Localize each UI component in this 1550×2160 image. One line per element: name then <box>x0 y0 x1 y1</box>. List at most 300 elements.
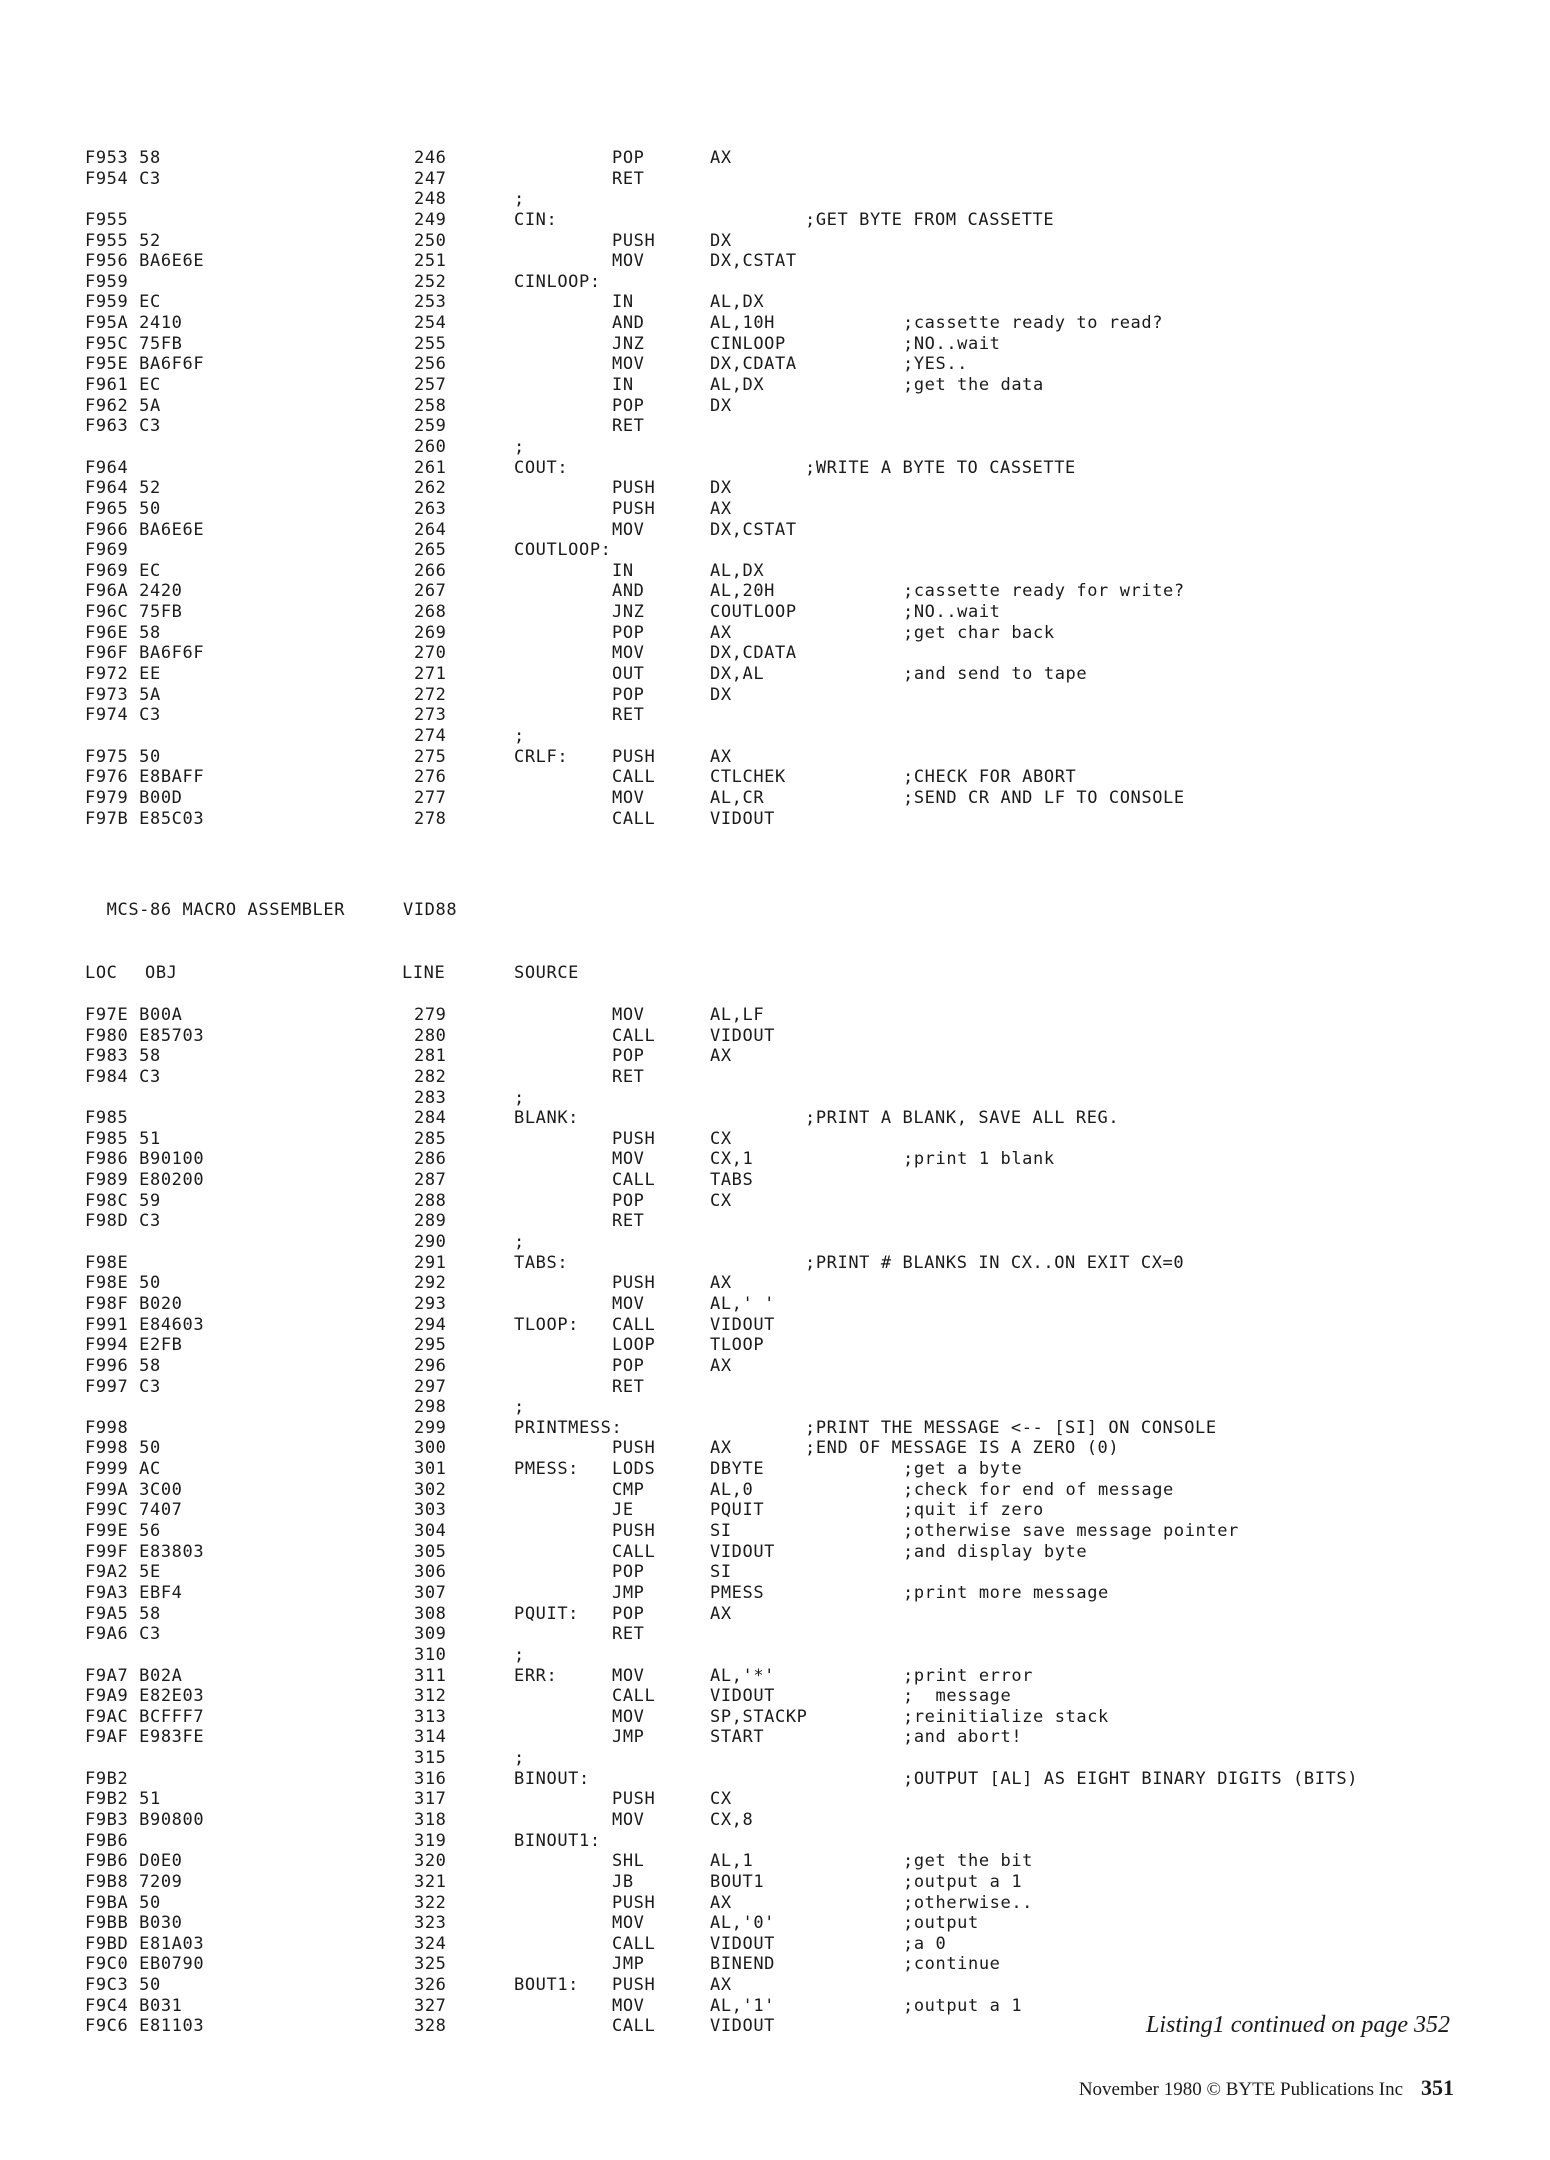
code-line <box>0 1191 1550 1212</box>
source-label: PRINTMESS: <box>514 1417 623 1438</box>
source-label: ; <box>514 1087 525 1108</box>
code-line <box>0 1727 1550 1748</box>
comment: ;get the bit <box>903 1851 1034 1872</box>
operand: CX <box>710 1190 732 1211</box>
loc-obj: F98D C3 <box>85 1211 161 1232</box>
comment: ;print more message <box>903 1582 1109 1603</box>
code-line <box>0 1356 1550 1377</box>
line-number: 302 <box>414 1479 447 1500</box>
comment: ;CHECK FOR ABORT <box>903 767 1077 788</box>
code-line <box>0 375 1550 396</box>
source-label: PMESS: <box>514 1459 580 1480</box>
comment: ;output a 1 <box>903 1871 1023 1892</box>
code-line <box>0 1666 1550 1687</box>
loc-obj: F98E <box>85 1252 129 1273</box>
code-line <box>0 231 1550 252</box>
code-line <box>0 251 1550 272</box>
code-line <box>0 1253 1550 1274</box>
code-line <box>0 1872 1550 1893</box>
line-number: 309 <box>414 1624 447 1645</box>
source-label: ; <box>514 1232 525 1253</box>
line-number: 266 <box>414 560 447 581</box>
mnemonic: MOV <box>612 1149 645 1170</box>
line-number: 264 <box>414 519 447 540</box>
operand: VIDOUT <box>710 1933 776 1954</box>
mnemonic: JNZ <box>612 602 645 623</box>
operand: BOUT1 <box>710 1871 765 1892</box>
mnemonic: OUT <box>612 664 645 685</box>
code-line <box>0 1851 1550 1872</box>
code-line <box>0 1954 1550 1975</box>
code-line <box>0 1583 1550 1604</box>
operand: CX,8 <box>710 1809 754 1830</box>
line-number: 249 <box>414 209 447 230</box>
code-line <box>0 499 1550 520</box>
loc-obj: F998 50 <box>85 1438 161 1459</box>
loc-obj: F989 E80200 <box>85 1170 205 1191</box>
loc-obj: F965 50 <box>85 498 161 519</box>
mnemonic: IN <box>612 375 634 396</box>
line-number: 295 <box>414 1335 447 1356</box>
line-number: 304 <box>414 1521 447 1542</box>
loc-obj: F9BB B030 <box>85 1913 183 1934</box>
line-number: 290 <box>414 1232 447 1253</box>
operand: TLOOP <box>710 1335 765 1356</box>
mnemonic: POP <box>612 1603 645 1624</box>
comment: ;output a 1 <box>903 1995 1023 2016</box>
operand: AL,20H <box>710 581 776 602</box>
source-label: BLANK: <box>514 1108 580 1129</box>
mnemonic: JMP <box>612 1582 645 1603</box>
operand: CINLOOP <box>710 333 786 354</box>
page-footer <box>1079 2075 1454 2101</box>
loc-obj: F959 EC <box>85 292 161 313</box>
mnemonic: CALL <box>612 1025 656 1046</box>
line-number: 248 <box>414 189 447 210</box>
source-label: ; <box>514 725 525 746</box>
line-number: 292 <box>414 1273 447 1294</box>
loc-obj: F9A5 58 <box>85 1603 161 1624</box>
loc-obj: F99E 56 <box>85 1521 161 1542</box>
line-number: 311 <box>414 1665 447 1686</box>
code-line <box>0 1707 1550 1728</box>
line-number: 289 <box>414 1211 447 1232</box>
mnemonic: POP <box>612 1355 645 1376</box>
mnemonic: PUSH <box>612 1521 656 1542</box>
code-line <box>0 1810 1550 1831</box>
col-source: SOURCE <box>514 963 580 983</box>
mnemonic: MOV <box>612 519 645 540</box>
loc-obj: F954 C3 <box>85 168 161 189</box>
loc-obj: F98E 50 <box>85 1273 161 1294</box>
code-line <box>0 313 1550 334</box>
loc-obj: F956 BA6E6E <box>85 251 205 272</box>
comment: ;check for end of message <box>903 1479 1174 1500</box>
line-number: 286 <box>414 1149 447 1170</box>
operand: CTLCHEK <box>710 767 786 788</box>
code-line <box>0 685 1550 706</box>
code-line <box>0 1273 1550 1294</box>
operand: DX,CSTAT <box>710 519 797 540</box>
mnemonic: MOV <box>612 1293 645 1314</box>
code-line <box>0 1748 1550 1769</box>
code-line <box>0 354 1550 375</box>
code-line <box>0 1459 1550 1480</box>
line-number: 255 <box>414 333 447 354</box>
mnemonic: JMP <box>612 1727 645 1748</box>
mnemonic: CALL <box>612 767 656 788</box>
line-number: 287 <box>414 1170 447 1191</box>
line-number: 279 <box>414 1005 447 1025</box>
code-line <box>0 767 1550 788</box>
comment: ;get char back <box>903 622 1055 643</box>
line-number: 263 <box>414 498 447 519</box>
code-line <box>0 1211 1550 1232</box>
code-line <box>0 1624 1550 1645</box>
line-number: 246 <box>414 148 447 168</box>
loc-obj: F9C3 50 <box>85 1975 161 1996</box>
code-line <box>0 540 1550 561</box>
operand: SI <box>710 1562 732 1583</box>
line-number: 280 <box>414 1025 447 1046</box>
code-line <box>0 1335 1550 1356</box>
loc-obj: F9A7 B02A <box>85 1665 183 1686</box>
line-number: 298 <box>414 1397 447 1418</box>
line-number: 284 <box>414 1108 447 1129</box>
line-number: 293 <box>414 1293 447 1314</box>
comment: ;SEND CR AND LF TO CONSOLE <box>903 787 1185 808</box>
loc-obj: F998 <box>85 1417 129 1438</box>
loc-obj: F962 5A <box>85 395 161 416</box>
listing-block-bottom <box>0 1005 1550 2037</box>
comment: ;otherwise.. <box>903 1892 1034 1913</box>
loc-obj: F972 EE <box>85 664 161 685</box>
loc-obj: F9B6 D0E0 <box>85 1851 183 1872</box>
comment: ;OUTPUT [AL] AS EIGHT BINARY DIGITS (BITS) <box>903 1768 1359 1789</box>
mnemonic: PUSH <box>612 1438 656 1459</box>
operand: AL,' ' <box>710 1293 776 1314</box>
loc-obj: F961 EC <box>85 375 161 396</box>
line-number: 291 <box>414 1252 447 1273</box>
loc-obj: F983 58 <box>85 1046 161 1067</box>
comment: ;get a byte <box>903 1459 1023 1480</box>
comment: ;quit if zero <box>903 1500 1044 1521</box>
mnemonic: PUSH <box>612 746 656 767</box>
code-line <box>0 396 1550 417</box>
mnemonic: MOV <box>612 787 645 808</box>
line-number: 270 <box>414 643 447 664</box>
mnemonic: CALL <box>612 1314 656 1335</box>
operand: AL,'1' <box>710 1995 776 2016</box>
source-label: CRLF: <box>514 746 569 767</box>
loc-obj: F963 C3 <box>85 416 161 437</box>
mnemonic: PUSH <box>612 498 656 519</box>
code-line <box>0 1645 1550 1666</box>
operand: AX <box>710 622 732 643</box>
line-number: 256 <box>414 354 447 375</box>
line-number: 267 <box>414 581 447 602</box>
code-line <box>0 788 1550 809</box>
code-line <box>0 1542 1550 1563</box>
mnemonic: CMP <box>612 1479 645 1500</box>
loc-obj: F98F B020 <box>85 1293 183 1314</box>
loc-obj: F97E B00A <box>85 1005 183 1025</box>
loc-obj: F9A6 C3 <box>85 1624 161 1645</box>
code-line <box>0 1604 1550 1625</box>
mnemonic: IN <box>612 292 634 313</box>
line-number: 277 <box>414 787 447 808</box>
comment: ;PRINT A BLANK, SAVE ALL REG. <box>805 1108 1120 1129</box>
loc-obj: F97B E85C03 <box>85 808 205 829</box>
loc-obj: F994 E2FB <box>85 1335 183 1356</box>
line-number: 281 <box>414 1046 447 1067</box>
loc-obj: F996 58 <box>85 1355 161 1376</box>
operand: CX <box>710 1128 732 1149</box>
mnemonic: LODS <box>612 1459 656 1480</box>
line-number: 315 <box>414 1748 447 1769</box>
loc-obj: F9C4 B031 <box>85 1995 183 2016</box>
line-number: 328 <box>414 2016 447 2037</box>
operand: AX <box>710 1892 732 1913</box>
loc-obj: F969 <box>85 540 129 561</box>
loc-obj: F969 EC <box>85 560 161 581</box>
mnemonic: AND <box>612 581 645 602</box>
code-line <box>0 1769 1550 1790</box>
comment: ;cassette ready for write? <box>903 581 1185 602</box>
loc-obj: F976 E8BAFF <box>85 767 205 788</box>
comment: ;PRINT THE MESSAGE <-- [SI] ON CONSOLE <box>805 1417 1217 1438</box>
comment: ;and abort! <box>903 1727 1023 1748</box>
source-label: COUTLOOP: <box>514 540 612 561</box>
mnemonic: PUSH <box>612 478 656 499</box>
line-number: 273 <box>414 705 447 726</box>
operand: VIDOUT <box>710 1541 776 1562</box>
mnemonic: PUSH <box>612 1975 656 1996</box>
mnemonic: RET <box>612 1066 645 1087</box>
mnemonic: CALL <box>612 808 656 829</box>
code-line <box>0 1026 1550 1047</box>
line-number: 325 <box>414 1954 447 1975</box>
line-number: 260 <box>414 436 447 457</box>
line-number: 274 <box>414 725 447 746</box>
code-line <box>0 664 1550 685</box>
operand: DBYTE <box>710 1459 765 1480</box>
loc-obj: F99C 7407 <box>85 1500 183 1521</box>
source-label: BINOUT1: <box>514 1830 601 1851</box>
line-number: 247 <box>414 168 447 189</box>
source-label: ; <box>514 1644 525 1665</box>
operand: PMESS <box>710 1582 765 1603</box>
mnemonic: POP <box>612 684 645 705</box>
loc-obj: F96F BA6F6F <box>85 643 205 664</box>
mnemonic: POP <box>612 622 645 643</box>
comment: ;cassette ready to read? <box>903 313 1164 334</box>
code-line <box>0 623 1550 644</box>
code-line <box>0 726 1550 747</box>
code-line <box>0 1232 1550 1253</box>
source-label: ; <box>514 1748 525 1769</box>
code-line <box>0 1913 1550 1934</box>
loc-obj: F986 B90100 <box>85 1149 205 1170</box>
code-line <box>0 1088 1550 1109</box>
comment: ;output <box>903 1913 979 1934</box>
mnemonic: RET <box>612 705 645 726</box>
comment: ;END OF MESSAGE IS A ZERO (0) <box>805 1438 1120 1459</box>
loc-obj: F9B3 B90800 <box>85 1809 205 1830</box>
loc-obj: F9BD E81A03 <box>85 1933 205 1954</box>
line-number: 303 <box>414 1500 447 1521</box>
comment: ;print error <box>903 1665 1034 1686</box>
code-line <box>0 169 1550 190</box>
mnemonic: POP <box>612 148 645 168</box>
line-number: 321 <box>414 1871 447 1892</box>
col-loc: LOC <box>85 963 118 983</box>
line-number: 310 <box>414 1644 447 1665</box>
mnemonic: RET <box>612 1624 645 1645</box>
code-line <box>0 561 1550 582</box>
line-number: 297 <box>414 1376 447 1397</box>
line-number: 314 <box>414 1727 447 1748</box>
operand: DX <box>710 684 732 705</box>
loc-obj: F9C0 EB0790 <box>85 1954 205 1975</box>
line-number: 253 <box>414 292 447 313</box>
comment: ;reinitialize stack <box>903 1706 1109 1727</box>
mnemonic: MOV <box>612 354 645 375</box>
mnemonic: CALL <box>612 1170 656 1191</box>
comment: ;NO..wait <box>903 602 1001 623</box>
mnemonic: MOV <box>612 1706 645 1727</box>
operand: VIDOUT <box>710 1686 776 1707</box>
loc-obj: F95C 75FB <box>85 333 183 354</box>
mnemonic: JMP <box>612 1954 645 1975</box>
loc-obj: F997 C3 <box>85 1376 161 1397</box>
code-line <box>0 705 1550 726</box>
code-line <box>0 1294 1550 1315</box>
operand: DX <box>710 395 732 416</box>
line-number: 258 <box>414 395 447 416</box>
line-number: 251 <box>414 251 447 272</box>
operand: VIDOUT <box>710 1314 776 1335</box>
operand: DX,CDATA <box>710 354 797 375</box>
line-number: 257 <box>414 375 447 396</box>
assembler-name: MCS-86 MACRO ASSEMBLER <box>106 900 346 920</box>
comment: ;YES.. <box>903 354 969 375</box>
operand: SI <box>710 1521 732 1542</box>
line-number: 320 <box>414 1851 447 1872</box>
line-number: 275 <box>414 746 447 767</box>
code-line <box>0 747 1550 768</box>
code-line <box>0 437 1550 458</box>
code-line <box>0 1975 1550 1996</box>
operand: CX <box>710 1789 732 1810</box>
mnemonic: RET <box>612 168 645 189</box>
mnemonic: MOV <box>612 1665 645 1686</box>
operand: AL,DX <box>710 560 765 581</box>
loc-obj: F95E BA6F6F <box>85 354 205 375</box>
loc-obj: F96E 58 <box>85 622 161 643</box>
line-number: 322 <box>414 1892 447 1913</box>
source-label: COUT: <box>514 457 569 478</box>
code-line <box>0 292 1550 313</box>
loc-obj: F974 C3 <box>85 705 161 726</box>
comment: ;and send to tape <box>903 664 1088 685</box>
code-line <box>0 1562 1550 1583</box>
line-number: 250 <box>414 230 447 251</box>
mnemonic: RET <box>612 416 645 437</box>
comment: ;a 0 <box>903 1933 947 1954</box>
operand: BINEND <box>710 1954 776 1975</box>
code-line <box>0 1170 1550 1191</box>
line-number: 252 <box>414 271 447 292</box>
loc-obj: F999 AC <box>85 1459 161 1480</box>
assembler-header <box>85 880 458 920</box>
comment: ;and display byte <box>903 1541 1088 1562</box>
mnemonic: JE <box>612 1500 634 1521</box>
mnemonic: CALL <box>612 1686 656 1707</box>
code-line <box>0 478 1550 499</box>
loc-obj: F98C 59 <box>85 1190 161 1211</box>
line-number: 271 <box>414 664 447 685</box>
line-number: 294 <box>414 1314 447 1335</box>
operand: VIDOUT <box>710 808 776 829</box>
mnemonic: PUSH <box>612 1789 656 1810</box>
line-number: 296 <box>414 1355 447 1376</box>
line-number: 272 <box>414 684 447 705</box>
line-number: 319 <box>414 1830 447 1851</box>
comment: ;get the data <box>903 375 1044 396</box>
line-number: 299 <box>414 1417 447 1438</box>
operand: AX <box>710 1603 732 1624</box>
source-label: BOUT1: <box>514 1975 580 1996</box>
loc-obj: F9B2 <box>85 1768 129 1789</box>
mnemonic: MOV <box>612 1913 645 1934</box>
line-number: 276 <box>414 767 447 788</box>
line-number: 312 <box>414 1686 447 1707</box>
code-line <box>0 148 1550 169</box>
line-number: 318 <box>414 1809 447 1830</box>
footer-text: November 1980 © BYTE Publications Inc <box>1078 2079 1403 2100</box>
operand: AL,1 <box>710 1851 754 1872</box>
line-number: 285 <box>414 1128 447 1149</box>
loc-obj: F984 C3 <box>85 1066 161 1087</box>
code-line <box>0 1831 1550 1852</box>
loc-obj: F955 52 <box>85 230 161 251</box>
loc-obj: F975 50 <box>85 746 161 767</box>
operand: DX,CSTAT <box>710 251 797 272</box>
operand: TABS <box>710 1170 754 1191</box>
loc-obj: F9B2 51 <box>85 1789 161 1810</box>
source-label: ; <box>514 436 525 457</box>
code-line <box>0 809 1550 830</box>
loc-obj: F985 51 <box>85 1128 161 1149</box>
operand: AX <box>710 1438 732 1459</box>
mnemonic: PUSH <box>612 230 656 251</box>
code-line <box>0 1500 1550 1521</box>
comment: ;PRINT # BLANKS IN CX..ON EXIT CX=0 <box>805 1252 1185 1273</box>
loc-obj: F985 <box>85 1108 129 1129</box>
line-number: 259 <box>414 416 447 437</box>
comment: ; message <box>903 1686 1012 1707</box>
source-label: ERR: <box>514 1665 558 1686</box>
source-label: TLOOP: <box>514 1314 580 1335</box>
mnemonic: PUSH <box>612 1892 656 1913</box>
line-number: 262 <box>414 478 447 499</box>
mnemonic: AND <box>612 313 645 334</box>
line-number: 308 <box>414 1603 447 1624</box>
comment: ;print 1 blank <box>903 1149 1055 1170</box>
line-number: 261 <box>414 457 447 478</box>
line-number: 306 <box>414 1562 447 1583</box>
